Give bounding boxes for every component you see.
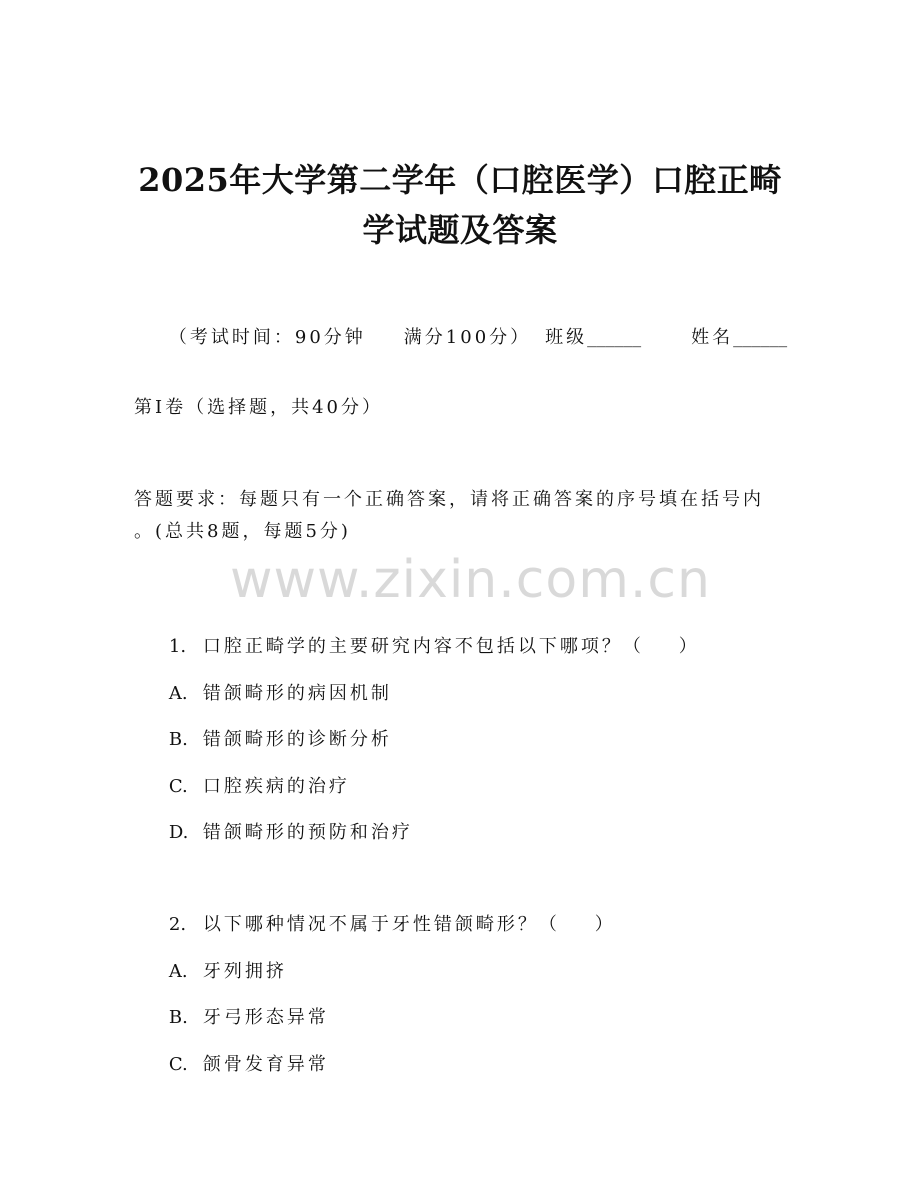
exam-info-line xyxy=(134,302,787,374)
question-1-option-d[interactable] xyxy=(134,797,413,869)
option-letter: A. xyxy=(168,961,188,982)
instructions-line-1: 答题要求：每题只有一个正确答案，请将正确答案的序号填在括号内 xyxy=(134,489,764,510)
option-text: 牙列拥挤 xyxy=(202,961,287,982)
question-text: 口腔正畸学的主要研究内容不包括以下哪项？（ ） xyxy=(202,636,700,657)
class-label: 班级 xyxy=(545,327,588,348)
question-number: 2. xyxy=(168,914,187,935)
question-text: 以下哪种情况不属于牙性错颌畸形？（ ） xyxy=(202,914,616,935)
option-letter: B. xyxy=(168,729,188,750)
document-title-line-1: 2025年大学第二学年（口腔医学）口腔正畸 xyxy=(138,161,782,199)
option-letter: D. xyxy=(168,822,189,843)
exam-full-score: 满分100分） xyxy=(403,327,532,348)
instructions-line-2: 。(总共8题，每题5分) xyxy=(134,521,351,542)
option-letter: B. xyxy=(168,1007,188,1028)
option-text: 错颌畸形的预防和治疗 xyxy=(202,822,413,843)
option-text: 颌骨发育异常 xyxy=(202,1054,329,1075)
name-label: 姓名 xyxy=(691,327,734,348)
watermark: www.zixin.com.cn xyxy=(230,550,711,610)
question-2-option-c[interactable] xyxy=(134,1029,329,1101)
section-title: 第Ⅰ卷（选择题，共40分） xyxy=(134,397,384,418)
document-title-line-2: 学试题及答案 xyxy=(362,211,558,249)
option-text: 错颌畸形的诊断分析 xyxy=(202,729,392,750)
exam-time: （考试时间：90分钟 xyxy=(168,327,366,348)
option-letter: C. xyxy=(168,1054,188,1075)
option-text: 牙弓形态异常 xyxy=(202,1007,329,1028)
option-text: 口腔疾病的治疗 xyxy=(202,776,350,797)
question-number: 1. xyxy=(168,636,187,657)
option-text: 错颌畸形的病因机制 xyxy=(202,683,392,704)
name-blank[interactable]: ______ xyxy=(733,327,788,348)
class-blank[interactable]: ______ xyxy=(587,327,642,348)
option-letter: A. xyxy=(168,683,188,704)
option-letter: C. xyxy=(168,776,188,797)
